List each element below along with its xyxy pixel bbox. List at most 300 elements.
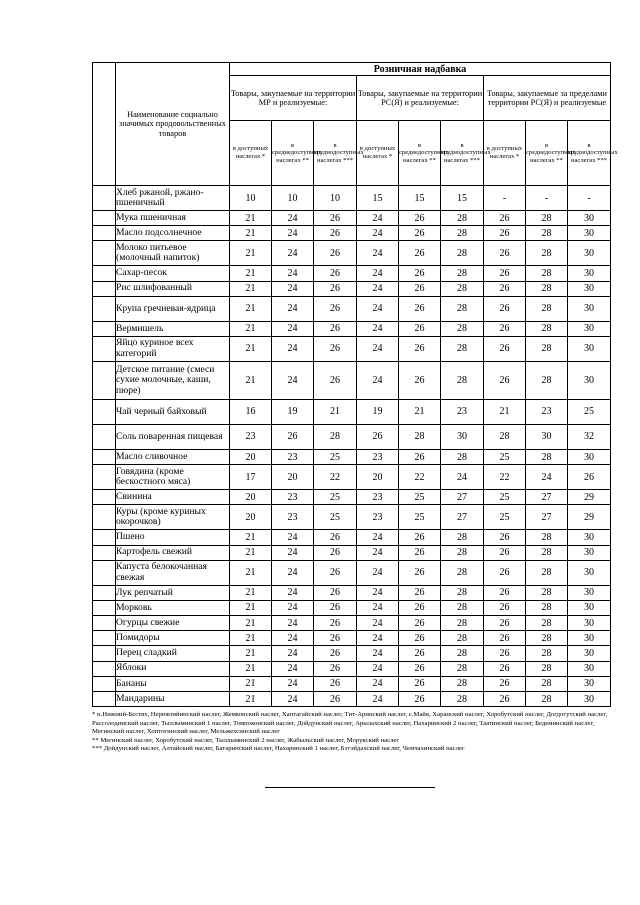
- markup-value: 19: [357, 399, 399, 424]
- sub-header-medium: в среднедоступных наслегах **: [399, 121, 441, 186]
- markup-value: 28: [441, 692, 484, 707]
- markup-value: 30: [568, 560, 611, 585]
- markup-value: 26: [399, 530, 441, 545]
- markup-value: 28: [526, 661, 568, 676]
- markup-value: 30: [568, 600, 611, 615]
- markup-value: 26: [399, 226, 441, 241]
- row-number-cell: [93, 211, 116, 226]
- markup-value: 30: [568, 692, 611, 707]
- row-number-cell: [93, 399, 116, 424]
- markup-value: 30: [568, 676, 611, 691]
- product-name: Огурцы свежие: [116, 616, 230, 631]
- product-name: Мандарины: [116, 692, 230, 707]
- markup-value: 26: [399, 211, 441, 226]
- product-name: Пшено: [116, 530, 230, 545]
- markup-value: 21: [230, 361, 272, 399]
- markup-value: 26: [399, 336, 441, 361]
- markup-value: 24: [357, 211, 399, 226]
- product-name: Бананы: [116, 676, 230, 691]
- markup-value: 21: [230, 616, 272, 631]
- markup-value: 24: [357, 361, 399, 399]
- footnote-3: *** Дойдунский наслег, Алтайский наслег, Батаринский наслег, Нахаринский 1 наслег, Бэтэйдахский наслег, Чемчахинский наслег: [92, 745, 465, 753]
- markup-value: 24: [357, 560, 399, 585]
- markup-value: 24: [357, 616, 399, 631]
- table-row: [93, 211, 611, 226]
- row-number-cell: [93, 676, 116, 691]
- markup-value: 26: [484, 226, 526, 241]
- markup-value: 28: [441, 241, 484, 266]
- markup-value: 24: [441, 465, 484, 490]
- markup-value: 21: [399, 399, 441, 424]
- markup-value: 26: [484, 585, 526, 600]
- product-name: Куры (кроме куриных окорочков): [116, 505, 230, 530]
- markup-value: 22: [314, 465, 357, 490]
- markup-value: 26: [399, 241, 441, 266]
- table-row: [93, 336, 611, 361]
- markup-value: 26: [484, 530, 526, 545]
- markup-value: 10: [272, 186, 314, 211]
- sub-header-accessible: в доступных наслегах *: [484, 121, 526, 186]
- markup-value: 26: [314, 281, 357, 296]
- table-row: [93, 490, 611, 505]
- markup-value: 23: [272, 505, 314, 530]
- markup-value: 26: [484, 545, 526, 560]
- markup-value: -: [526, 186, 568, 211]
- markup-value: 24: [357, 600, 399, 615]
- markup-value: 30: [568, 545, 611, 560]
- markup-value: 30: [568, 661, 611, 676]
- markup-value: 26: [399, 296, 441, 321]
- markup-value: 15: [357, 186, 399, 211]
- markup-value: 20: [230, 449, 272, 464]
- separator-line: [265, 787, 435, 788]
- markup-value: 24: [272, 241, 314, 266]
- markup-value: 20: [230, 505, 272, 530]
- markup-value: 28: [526, 530, 568, 545]
- markup-value: 16: [230, 399, 272, 424]
- table-row: [93, 631, 611, 646]
- markup-value: 28: [441, 616, 484, 631]
- markup-value: 28: [441, 361, 484, 399]
- markup-value: 30: [568, 631, 611, 646]
- row-number-cell: [93, 266, 116, 281]
- footnote-1: * п.Нижний-Бестях, Нерюктяйинский наслег, Жемконский наслег, Хаптагайский наслег, Тит-Аринский наслег, с.Майя, Харанский наслег, Хоробутский наслег, Догдогутский наслег, Рассолодинский наслег, Тыллыминский 1 наслег, Томпоконский наслег, Дойдунский наслег, Арылахский наслег, Нахаринский 2 наслег, Таатинский наслег, Бедеминский наслег, Мегинский наслег, Хоптогинский наслег, Мельжехсинский наслег: [92, 711, 608, 736]
- row-number-cell: [93, 505, 116, 530]
- markup-value: 30: [568, 449, 611, 464]
- markup-value: 26: [314, 530, 357, 545]
- markup-value: 30: [568, 336, 611, 361]
- markup-value: 26: [399, 266, 441, 281]
- markup-value: 26: [314, 692, 357, 707]
- table-row: [93, 424, 611, 449]
- markup-value: 21: [230, 266, 272, 281]
- markup-value: 23: [357, 449, 399, 464]
- markup-value: 26: [484, 616, 526, 631]
- markup-value: 21: [230, 646, 272, 661]
- markup-value: 23: [230, 424, 272, 449]
- markup-value: 26: [399, 646, 441, 661]
- markup-value: 26: [484, 281, 526, 296]
- markup-value: 23: [272, 449, 314, 464]
- markup-value: 28: [441, 545, 484, 560]
- table-row: [93, 585, 611, 600]
- table-row: [93, 361, 611, 399]
- markup-value: 24: [357, 530, 399, 545]
- markup-value: 20: [357, 465, 399, 490]
- markup-value: 24: [272, 211, 314, 226]
- markup-value: 25: [399, 505, 441, 530]
- markup-value: 25: [314, 490, 357, 505]
- row-number-cell: [93, 616, 116, 631]
- markup-value: 28: [441, 211, 484, 226]
- markup-value: 23: [357, 505, 399, 530]
- markup-value: 28: [314, 424, 357, 449]
- markup-value: 23: [272, 490, 314, 505]
- table-row: [93, 505, 611, 530]
- product-name: Молоко питьевое (молочный напиток): [116, 241, 230, 266]
- markup-value: 23: [526, 399, 568, 424]
- markup-value: -: [484, 186, 526, 211]
- markup-value: 26: [399, 600, 441, 615]
- markup-value: 21: [230, 545, 272, 560]
- markup-value: 24: [272, 631, 314, 646]
- table-row: [93, 321, 611, 336]
- sub-header-accessible: в доступных наслегах *: [357, 121, 399, 186]
- markup-value: 30: [568, 226, 611, 241]
- markup-value: 24: [272, 226, 314, 241]
- markup-value: 30: [568, 211, 611, 226]
- markup-value: 21: [484, 399, 526, 424]
- markup-value: 21: [230, 692, 272, 707]
- markup-value: 26: [399, 545, 441, 560]
- markup-value: 26: [314, 545, 357, 560]
- markup-value: 24: [272, 296, 314, 321]
- markup-value: 24: [357, 631, 399, 646]
- markup-value: 21: [230, 296, 272, 321]
- markup-value: 23: [357, 490, 399, 505]
- table-row: [93, 560, 611, 585]
- markup-value: 28: [441, 336, 484, 361]
- markup-value: 15: [441, 186, 484, 211]
- row-number-cell: [93, 321, 116, 336]
- markup-value: 10: [314, 186, 357, 211]
- markup-value: 20: [230, 490, 272, 505]
- table-row: [93, 676, 611, 691]
- product-name: Картофель свежий: [116, 545, 230, 560]
- product-name: Яйцо куриное всех категорий: [116, 336, 230, 361]
- markup-value: 17: [230, 465, 272, 490]
- markup-value: 24: [272, 600, 314, 615]
- markup-value: -: [568, 186, 611, 211]
- markup-value: 28: [526, 585, 568, 600]
- sub-header-medium: в среднедоступных наслегах **: [526, 121, 568, 186]
- markup-value: 28: [484, 424, 526, 449]
- markup-value: 28: [526, 646, 568, 661]
- markup-value: 24: [357, 226, 399, 241]
- markup-value: 28: [526, 321, 568, 336]
- markup-value: 26: [484, 600, 526, 615]
- product-name: Капуста белокочанная свежая: [116, 560, 230, 585]
- row-number-cell: [93, 281, 116, 296]
- markup-value: 24: [272, 646, 314, 661]
- table-row: [93, 692, 611, 707]
- markup-value: 27: [526, 490, 568, 505]
- table-row: [93, 600, 611, 615]
- markup-value: 26: [399, 281, 441, 296]
- markup-value: 24: [357, 321, 399, 336]
- markup-value: 26: [314, 616, 357, 631]
- markup-value: 26: [314, 361, 357, 399]
- product-name: Морковь: [116, 600, 230, 615]
- markup-value: 26: [484, 661, 526, 676]
- markup-value: 24: [272, 530, 314, 545]
- sub-header-remote: в труднодоступных наслегах ***: [441, 121, 484, 186]
- markup-value: 24: [357, 676, 399, 691]
- markup-value: 24: [526, 465, 568, 490]
- markup-value: 28: [526, 676, 568, 691]
- markup-value: 26: [484, 241, 526, 266]
- retail-markup-table-container: [92, 62, 618, 707]
- markup-value: 29: [568, 490, 611, 505]
- markup-value: 24: [272, 676, 314, 691]
- markup-value: 28: [526, 449, 568, 464]
- markup-value: 26: [314, 226, 357, 241]
- markup-value: 26: [399, 631, 441, 646]
- markup-value: 21: [230, 676, 272, 691]
- markup-value: 28: [441, 281, 484, 296]
- markup-value: 26: [399, 616, 441, 631]
- markup-value: 28: [441, 296, 484, 321]
- row-number-cell: [93, 661, 116, 676]
- markup-value: 26: [314, 661, 357, 676]
- product-name: Крупа гречневая-ядрица: [116, 296, 230, 321]
- markup-value: 23: [441, 399, 484, 424]
- markup-value: 28: [441, 676, 484, 691]
- markup-value: 27: [526, 505, 568, 530]
- table-row: [93, 530, 611, 545]
- markup-value: 26: [484, 361, 526, 399]
- markup-value: 26: [314, 600, 357, 615]
- group-header-mr: Товары, закупаемые на территории МР и реализуемые:: [230, 76, 357, 121]
- markup-value: 24: [272, 266, 314, 281]
- markup-value: 30: [568, 266, 611, 281]
- markup-value: 24: [357, 281, 399, 296]
- markup-value: 26: [399, 321, 441, 336]
- row-number-cell: [93, 296, 116, 321]
- row-number-cell: [93, 545, 116, 560]
- markup-value: 26: [484, 692, 526, 707]
- markup-value: 26: [314, 211, 357, 226]
- row-number-cell: [93, 226, 116, 241]
- markup-value: 24: [272, 281, 314, 296]
- markup-value: 30: [568, 585, 611, 600]
- sub-header-remote: в труднодоступных наслегах ***: [314, 121, 357, 186]
- markup-value: 28: [526, 296, 568, 321]
- table-title: Розничная надбавка: [230, 63, 611, 76]
- table-row: [93, 241, 611, 266]
- markup-value: 28: [441, 266, 484, 281]
- markup-value: 24: [272, 616, 314, 631]
- row-number-cell: [93, 692, 116, 707]
- group-header-outside: Товары, закупаемые за пределами территории РС(Я) и реализуемые: [484, 76, 611, 121]
- markup-value: 25: [314, 505, 357, 530]
- row-number-cell: [93, 336, 116, 361]
- table-row: [93, 646, 611, 661]
- row-number-cell: [93, 465, 116, 490]
- markup-value: 30: [568, 616, 611, 631]
- markup-value: 19: [272, 399, 314, 424]
- markup-value: 25: [484, 505, 526, 530]
- markup-value: 28: [526, 545, 568, 560]
- markup-value: 26: [484, 631, 526, 646]
- footnotes: [92, 711, 612, 754]
- markup-value: 28: [526, 560, 568, 585]
- markup-value: 24: [272, 321, 314, 336]
- markup-value: 30: [568, 281, 611, 296]
- table-row: [93, 226, 611, 241]
- row-number-cell: [93, 600, 116, 615]
- markup-value: 24: [272, 560, 314, 585]
- markup-value: 21: [230, 585, 272, 600]
- markup-value: 26: [314, 336, 357, 361]
- markup-value: 26: [568, 465, 611, 490]
- row-number-cell: [93, 631, 116, 646]
- markup-value: 21: [314, 399, 357, 424]
- row-number-cell: [93, 646, 116, 661]
- markup-value: 21: [230, 241, 272, 266]
- markup-value: 26: [399, 585, 441, 600]
- markup-value: 28: [526, 361, 568, 399]
- markup-value: 24: [357, 585, 399, 600]
- row-number-cell: [93, 361, 116, 399]
- table-row: [93, 281, 611, 296]
- markup-value: 26: [399, 692, 441, 707]
- markup-value: 21: [230, 530, 272, 545]
- markup-value: 29: [568, 505, 611, 530]
- markup-value: 21: [230, 661, 272, 676]
- markup-value: 28: [441, 530, 484, 545]
- markup-value: 26: [314, 676, 357, 691]
- markup-value: 28: [441, 661, 484, 676]
- markup-value: 26: [314, 321, 357, 336]
- product-name: Помидоры: [116, 631, 230, 646]
- footnote-2: ** Мегинский наслег, Хоробутский наслег, Тыллыминский 2 наслег, Жабыльский наслег, Морукский наслег: [92, 736, 400, 744]
- sub-header-medium: в среднедоступных наслегах **: [272, 121, 314, 186]
- markup-value: 15: [399, 186, 441, 211]
- table-row: [93, 465, 611, 490]
- table-row: [93, 616, 611, 631]
- markup-value: 25: [399, 490, 441, 505]
- product-name: Лук репчатый: [116, 585, 230, 600]
- markup-value: 25: [484, 449, 526, 464]
- markup-value: 28: [526, 336, 568, 361]
- markup-value: 26: [314, 560, 357, 585]
- markup-value: 26: [314, 631, 357, 646]
- markup-value: 24: [357, 692, 399, 707]
- markup-value: 28: [526, 616, 568, 631]
- markup-value: 28: [526, 211, 568, 226]
- markup-value: 28: [441, 321, 484, 336]
- markup-value: 28: [441, 646, 484, 661]
- markup-value: 30: [568, 321, 611, 336]
- row-number-cell: [93, 585, 116, 600]
- table-row: [93, 661, 611, 676]
- markup-value: 24: [272, 585, 314, 600]
- markup-value: 26: [484, 296, 526, 321]
- markup-value: 30: [568, 530, 611, 545]
- markup-value: 26: [314, 241, 357, 266]
- row-number-cell: [93, 186, 116, 211]
- product-name: Рис шлифованный: [116, 281, 230, 296]
- markup-value: 26: [399, 361, 441, 399]
- markup-value: 24: [357, 266, 399, 281]
- markup-value: 26: [484, 676, 526, 691]
- markup-value: 24: [272, 661, 314, 676]
- product-name: Яблоки: [116, 661, 230, 676]
- markup-value: 28: [441, 560, 484, 585]
- markup-value: 10: [230, 186, 272, 211]
- row-number-cell: [93, 530, 116, 545]
- markup-value: 21: [230, 281, 272, 296]
- markup-value: 30: [568, 361, 611, 399]
- table-row: [93, 449, 611, 464]
- markup-value: 28: [526, 241, 568, 266]
- table-row: [93, 399, 611, 424]
- markup-value: 28: [399, 424, 441, 449]
- markup-value: 25: [484, 490, 526, 505]
- row-number-cell: [93, 241, 116, 266]
- markup-value: 26: [484, 560, 526, 585]
- markup-value: 32: [568, 424, 611, 449]
- markup-value: 28: [441, 585, 484, 600]
- sub-header-remote: в труднодоступных наслегах ***: [568, 121, 611, 186]
- product-name: Детское питание (смеси сухие молочные, каши, пюре): [116, 361, 230, 399]
- markup-value: 26: [399, 661, 441, 676]
- markup-value: 26: [399, 449, 441, 464]
- markup-value: 28: [526, 600, 568, 615]
- markup-value: 26: [314, 266, 357, 281]
- product-name: Сахар-песок: [116, 266, 230, 281]
- markup-value: 28: [441, 600, 484, 615]
- markup-value: 28: [526, 266, 568, 281]
- row-number-cell: [93, 490, 116, 505]
- markup-value: 24: [272, 692, 314, 707]
- table-row: [93, 266, 611, 281]
- product-name: Перец сладкий: [116, 646, 230, 661]
- group-header-rsya: Товары, закупаемые на территории РС(Я) и реализуемые:: [357, 76, 484, 121]
- markup-value: 30: [441, 424, 484, 449]
- markup-value: 26: [399, 560, 441, 585]
- markup-value: 24: [357, 545, 399, 560]
- markup-value: 26: [272, 424, 314, 449]
- markup-value: 21: [230, 211, 272, 226]
- table-row: [93, 296, 611, 321]
- product-name: Масло сливочное: [116, 449, 230, 464]
- product-name: Чай черный байховый: [116, 399, 230, 424]
- markup-value: 26: [314, 296, 357, 321]
- row-number-cell: [93, 424, 116, 449]
- sub-header-accessible: в доступных наслегах *: [230, 121, 272, 186]
- markup-value: 21: [230, 560, 272, 585]
- product-name-header: Наименование социально значимых продовольственных товаров: [116, 63, 230, 186]
- markup-value: 28: [526, 226, 568, 241]
- markup-value: 26: [314, 646, 357, 661]
- markup-value: 24: [272, 545, 314, 560]
- markup-value: 21: [230, 631, 272, 646]
- markup-value: 24: [272, 361, 314, 399]
- product-name: Масло подсолнечное: [116, 226, 230, 241]
- markup-value: 25: [314, 449, 357, 464]
